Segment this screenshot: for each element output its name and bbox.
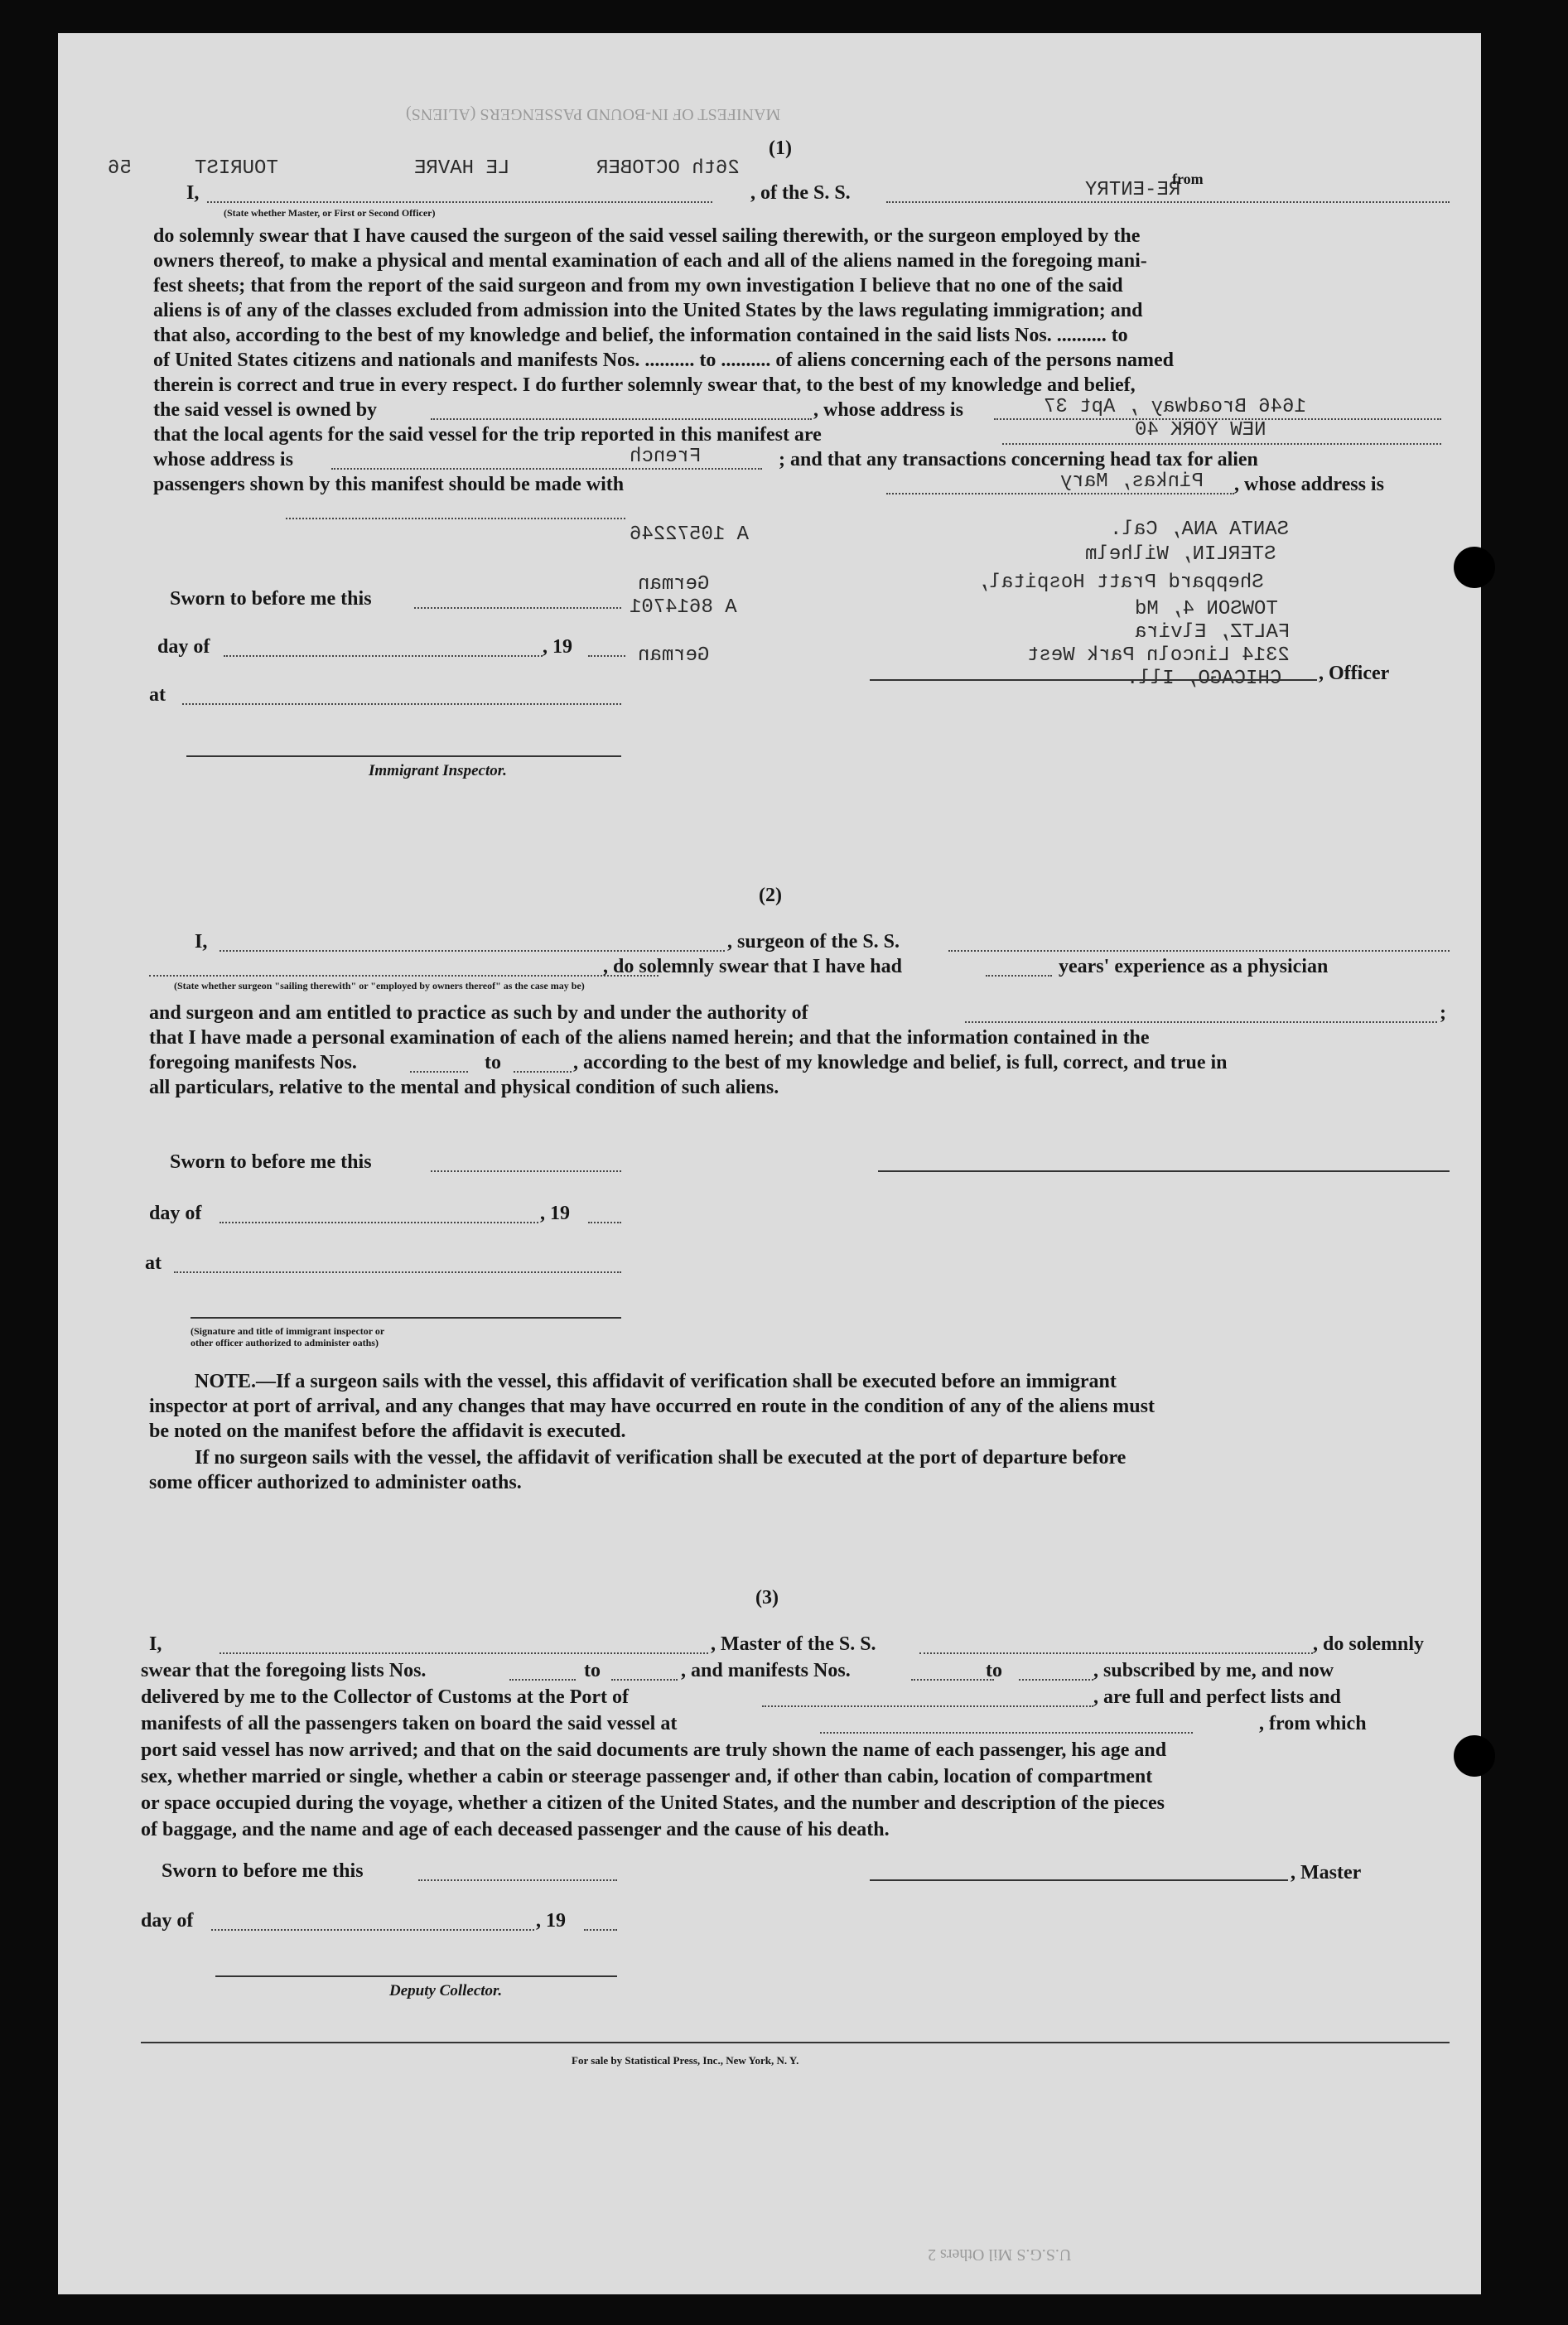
bleed-through-footer: U.S.G.S Mil Others 2 [928, 2245, 1072, 2264]
punch-hole-lower [1454, 1735, 1495, 1777]
s1-month-line [224, 655, 543, 657]
bleed-through-heading: MANIFEST OF IN-BOUND PASSENGERS (ALIENS) [406, 105, 781, 123]
stamped-right-6: Sheppard Pratt Hospital, [977, 572, 1264, 594]
s1-local-agents: that the local agents for the said vessel for the trip reported in this manifest are [153, 424, 822, 446]
s1-owned-by: the said vessel is owned by [153, 399, 378, 421]
s2-line-6: all particulars, relative to the mental and physical condition of such aliens. [149, 1077, 779, 1098]
s3-port-line [762, 1705, 1093, 1707]
s3-manifests-to-line [1019, 1679, 1093, 1681]
stamped-from: from [1172, 171, 1204, 187]
stamped-page-number: 56 [108, 157, 132, 180]
s2-sworn-label: Sworn to before me this [170, 1151, 372, 1173]
s3-line-7: or space occupied during the voyage, whether a citizen of the United States, and the number and description of the pieces [141, 1792, 1165, 1814]
s3-sworn-date-line [418, 1879, 617, 1881]
s3-solemnly: , do solemnly [1313, 1633, 1425, 1655]
s2-note-5: some officer authorized to administer oaths. [149, 1472, 522, 1493]
s3-full-perfect: , are full and perfect lists and [1093, 1686, 1341, 1708]
s2-manifest-to-line [514, 1071, 572, 1073]
s2-sworn-date-line [431, 1170, 621, 1172]
s1-ship-line [886, 201, 1450, 203]
stamped-mid-5: German [638, 644, 710, 667]
s1-line-6: of United States citizens and nationals and manifests Nos. .......... to .......... of aliens concerning each of the persons named [153, 350, 1175, 371]
s2-day-label: day of [149, 1203, 202, 1224]
s2-at-label: at [145, 1252, 162, 1274]
s3-deputy-signature-line [215, 1975, 617, 1977]
s2-line-4: that I have made a personal examination of each of the aliens named herein; and that the information contained in the [149, 1027, 1150, 1049]
document-page [58, 33, 1481, 2294]
stamped-class: TOURIST [195, 157, 278, 180]
stamped-right-7: TOWSON 4, Md [1135, 598, 1278, 620]
stamped-mid-1: French [630, 446, 702, 468]
stamped-mid-4: A 8614701 [630, 596, 737, 619]
s1-contact-address-line [286, 518, 625, 519]
s1-inspector-signature-line [186, 755, 621, 757]
s2-surgeon-of: , surgeon of the S. S. [727, 931, 900, 953]
stamped-port: LE HAVRE [414, 157, 510, 180]
s1-place-line [182, 703, 621, 705]
s3-from-which: , from which [1259, 1713, 1367, 1734]
s1-officer-rank-line [207, 201, 712, 203]
punch-hole-upper [1454, 547, 1495, 588]
s1-agent-address-line [331, 468, 762, 470]
s3-port-label: delivered by me to the Collector of Customs at the Port of [141, 1686, 629, 1708]
s2-years-line [986, 975, 1052, 977]
s3-manifests-to: to [986, 1660, 1002, 1681]
s3-line-6: sex, whether married or single, whether a cabin or steerage passenger and, if other than cabin, location of compartment [141, 1766, 1153, 1787]
s3-deputy-label: Deputy Collector. [389, 1982, 503, 1999]
stamped-right-4: SANTA ANA, Cal. [1110, 519, 1290, 541]
s1-contact-line [886, 493, 1234, 494]
s1-owner-address-label: , whose address is [813, 399, 963, 421]
stamped-mid-2: A 10572246 [630, 523, 750, 546]
s2-signature-note-1: (Signature and title of immigrant inspector or [191, 1325, 385, 1337]
section-1-number: (1) [769, 137, 792, 159]
s2-year-line [588, 1222, 621, 1223]
s1-oath-i: I, [186, 182, 200, 204]
s3-lists-to: to [584, 1660, 601, 1681]
section-3-number: (3) [755, 1587, 779, 1609]
s3-manifests-label: , and manifests Nos. [681, 1660, 851, 1681]
s2-authority-end: ; [1440, 1002, 1446, 1024]
s2-note-2: inspector at port of arrival, and any changes that may have occurred en route in the condition of any of the aliens must [149, 1396, 1155, 1417]
s3-lists-from-line [509, 1679, 576, 1681]
stamped-right-3: Pinkas, Mary [1060, 470, 1204, 493]
s2-authority-line [965, 1021, 1437, 1023]
s3-master-name-line [220, 1652, 708, 1654]
s1-line-4: aliens is of any of the classes excluded from admission into the United States by the laws regulating immigration; and [153, 300, 1143, 321]
s3-oath-i: I, [149, 1633, 162, 1655]
s2-years-label: years' experience as a physician [1059, 956, 1329, 977]
footer-divider [141, 2042, 1450, 2043]
s2-swear-had: , do solemnly swear that I have had [603, 956, 902, 977]
s3-line-5: port said vessel has now arrived; and that on the said documents are truly shown the name of each passenger, his age and [141, 1739, 1167, 1761]
s3-master-label: , Master [1291, 1862, 1362, 1884]
s2-to-label: to [485, 1052, 501, 1073]
s1-line-5: that also, according to the best of my knowledge and belief, the information contained in the said lists Nos. .......... to [153, 325, 1128, 346]
s2-manifests-label: foregoing manifests Nos. [149, 1052, 357, 1073]
s2-authority: and surgeon and am entitled to practice as such by and under the authority of [149, 1002, 808, 1024]
s1-officer-label: , Officer [1319, 663, 1390, 684]
s2-manifest-from-line [410, 1071, 468, 1073]
section-2-number: (2) [759, 885, 782, 906]
s1-whose-address: whose address is [153, 449, 293, 470]
s2-signature-note-2: other officer authorized to administer oaths) [191, 1337, 379, 1348]
s1-officer-signature-line [870, 679, 1317, 681]
s2-line-5: , according to the best of my knowledge and belief, is full, correct, and true in [573, 1052, 1228, 1073]
s1-line-3: fest sheets; that from the report of the said surgeon and from my own investigation I believe that no one of the said [153, 275, 1123, 297]
s3-lists-label: swear that the foregoing lists Nos. [141, 1660, 427, 1681]
stamped-right-5: STERLIN, Wilhelm [1085, 543, 1276, 566]
s1-sworn-label: Sworn to before me this [170, 588, 372, 610]
s2-status-note: (State whether surgeon "sailing therewith" or "employed by owners thereof" as the case may be) [174, 980, 585, 991]
stamped-right-9: 2314 Lincoln Park West [1027, 644, 1290, 667]
s1-whose-address-2: , whose address is [1234, 474, 1384, 495]
s2-note-3: be noted on the manifest before the affidavit is executed. [149, 1421, 626, 1442]
printer-credit: For sale by Statistical Press, Inc., New York, N. Y. [572, 2054, 799, 2067]
s3-master-of: , Master of the S. S. [711, 1633, 876, 1655]
s1-passengers: passengers shown by this manifest should be made with [153, 474, 625, 495]
s1-rank-note: (State whether Master, or First or Second Officer) [224, 207, 436, 219]
s1-year-line [588, 655, 625, 657]
s1-transactions: ; and that any transactions concerning head tax for alien [779, 449, 1258, 470]
stamped-right-8: FALTZ, Elvira [1135, 621, 1291, 644]
s3-year-label: , 19 [536, 1910, 566, 1932]
s3-taken-label: manifests of all the passengers taken on board the said vessel at [141, 1713, 678, 1734]
s2-month-line [220, 1222, 538, 1223]
s3-subscribed: , subscribed by me, and now [1093, 1660, 1334, 1681]
s1-line-7: therein is correct and true in every respect. I do further solemnly swear that, to the best of my knowledge and belief, [153, 374, 1136, 396]
s1-inspector-label: Immigrant Inspector. [369, 762, 507, 779]
stamped-ship-name: RE-ENTRY [1085, 179, 1181, 201]
s2-inspector-signature-line [191, 1317, 621, 1319]
s2-note-4: If no surgeon sails with the vessel, the affidavit of verification shall be executed at the port of departure before [195, 1447, 1127, 1469]
stamped-mid-3: German [638, 573, 710, 596]
stamped-date: 26th OCTOBER [596, 157, 740, 180]
s3-year-line [584, 1929, 617, 1931]
s1-agents-line [1002, 443, 1441, 445]
s2-oath-i: I, [195, 931, 208, 953]
s1-sworn-date-line [414, 607, 621, 609]
s3-ship-line [919, 1652, 1313, 1654]
s1-line-2: owners thereof, to make a physical and mental examination of each and all of the aliens named in the foregoing mani- [153, 250, 1147, 272]
s3-departure-line [820, 1732, 1193, 1734]
stamped-right-1: 1646 Broadway , Apt 37 [1044, 396, 1306, 418]
s3-month-line [211, 1929, 534, 1931]
s1-day-label: day of [157, 636, 210, 658]
s3-master-signature-line [870, 1879, 1288, 1881]
s1-line-1: do solemnly swear that I have caused the surgeon of the said vessel sailing therewith, or the surgeon employed by the [153, 225, 1141, 247]
stamped-right-2: NEW YORK 40 [1135, 419, 1266, 441]
s2-status-line [149, 975, 659, 977]
s2-place-line [174, 1271, 621, 1273]
s1-owner-line [431, 418, 812, 420]
s2-year-label: , 19 [540, 1203, 570, 1224]
s3-manifests-from-line [911, 1679, 994, 1681]
s1-at-label: at [149, 684, 166, 706]
s2-surgeon-name-line [220, 950, 725, 952]
stamped-right-10: CHICAGO, Ill. [1127, 668, 1282, 690]
s3-line-8: of baggage, and the name and age of each deceased passenger and the cause of his death. [141, 1819, 890, 1840]
s1-of-ss: , of the S. S. [750, 182, 851, 204]
s3-day-label: day of [141, 1910, 194, 1932]
s3-sworn-label: Sworn to before me this [162, 1860, 364, 1882]
s3-lists-to-line [611, 1679, 678, 1681]
s2-note-1: NOTE.—If a surgeon sails with the vessel, this affidavit of verification shall be executed before an immigrant [195, 1371, 1117, 1392]
s1-year-label: , 19 [543, 636, 572, 658]
s2-ship-line [948, 950, 1450, 952]
s2-surgeon-signature-line [878, 1170, 1450, 1172]
